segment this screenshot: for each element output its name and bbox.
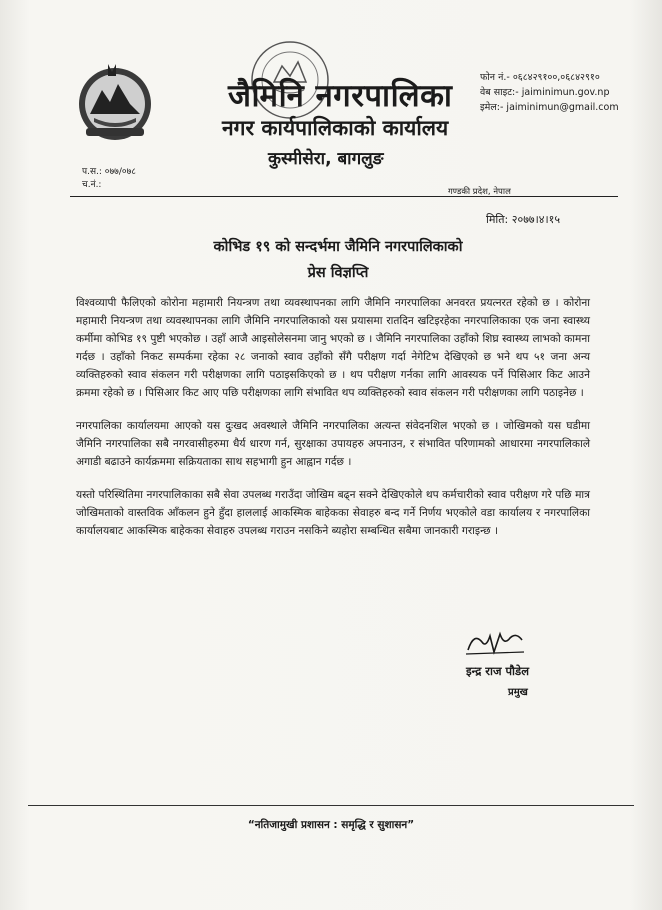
contact-website: वेब साइट:- jaiminimun.gov.np xyxy=(480,87,610,98)
dispatch-number: च.नं.: xyxy=(82,180,102,190)
signatory-title: प्रमुख xyxy=(508,687,528,698)
province-label: गण्डकी प्रदेश, नेपाल xyxy=(448,187,511,197)
press-release-title: कोभिड १९ को सन्दर्भमा जैमिनि नगरपालिकाको xyxy=(213,239,463,255)
office-location: कुस्मीसेरा, बागलुङ xyxy=(268,149,384,169)
letter-date: मिति: २०७७।४।१५ xyxy=(486,213,561,226)
municipality-name: जैमिनि नगरपालिका xyxy=(228,78,453,114)
body-paragraph: नगरपालिका कार्यालयमा आएको यस दुःखद अवस्थाले जैमिनि नगरपालिका अत्यन्त संवेदनशिल भएको छ । जोखिमको यस घडीमा जैमिनि नगरपालिका सबै नगरवासीहरुमा धैर्य धारण गर्न, सुरक्षाका उपायहरु अपनाउन, र संभावित परिणामको आधारमा नगरपालिकाले अगाडी बढाउने कार्यक्रममा सक्रियताका साथ सहभागी हुन आह्वान गर्दछ । xyxy=(76,420,590,468)
contact-email: इमेल:- jaiminimun@gmail.com xyxy=(480,102,619,113)
body-paragraph: यस्तो परिस्थितिमा नगरपालिकाका सबै सेवा उपलब्ध गराउँदा जोखिम बढ्न सक्ने देखिएकोले थप कर्मचारीको स्वाव परीक्षण गरे पछि मात्र जोखिमताको वास्तविक आँकलन हुने हुँदा हाललाई आकस्मिक बाहेकका सेवाहरु बन्द गर्ने निर्णय भएकोले वडा कार्यालय र नगरपालिका कार्यालयबाट आकस्मिक बाहेकका सेवाहरु उपलब्ध गराउन नसकिने ब्यहोरा सम्बन्धित सबैमा जानकारी गराइन्छ । xyxy=(76,489,590,537)
body-paragraph: विश्वव्यापी फैलिएको कोरोना महामारी नियन्त्रण तथा व्यवस्थापनका लागि जैमिनि नगरपालिका अनवरत प्रयत्नरत रहेको छ । कोरोना महामारी नियन्त्रण तथा व्यवस्थापनका लागि जैमिनि नगरपालिकाको यस प्रयासमा रातदिन खटिइरहेका नगरपालिकाका एक जना स्वास्थ्य कर्मीमा कोभिड १९ पुष्टी भएकोछ । उहाँ आजै आइसोलेसनमा जानु भएको छ । जैमिनि नगरपालिका उहाँको शिघ्र स्वास्थ्य लाभको कामना गर्दछ । उहाँको निकट सम्पर्कमा रहेका २८ जनाको स्वाव उहाँको सँगै परीक्षण गर्दा नेगेटिभ देखिएको छ भने थप ५१ जना अन्य व्यक्तिहरुको स्वाव संकलन गरी परीक्षणका लागि पठाइसकिएको छ । थप परीक्षण गर्नका लागि आवस्यक पर्ने पिसिआर किट आउने क्रममा रहेको छ । पिसिआर किट आए पछि परीक्षणका लागि संभावित थप व्यक्तिहरुको स्वाव संकलन गरी परीक्षणका लागि पठाइनेछ । xyxy=(76,297,590,399)
nepal-emblem-icon xyxy=(72,58,158,144)
footer-slogan: “नतिजामुखी प्रशासन : समृद्धि र सुशासन” xyxy=(247,819,415,831)
signatory-name: इन्द्र राज पौडेल xyxy=(466,664,529,678)
contact-block xyxy=(480,70,619,115)
letter-body xyxy=(76,294,590,555)
press-release-subtitle: प्रेस विज्ञप्ति xyxy=(307,265,369,281)
reference-block xyxy=(82,166,136,192)
header-divider xyxy=(70,196,618,197)
reference-number: प.स.: ०७७/०७८ xyxy=(82,167,136,177)
office-name: नगर कार्यपालिकाको कार्यालय xyxy=(222,116,449,140)
signature-icon xyxy=(464,628,526,660)
footer-divider xyxy=(28,805,634,806)
contact-phone: फोन नं.- ०६८४२९१००,०६८४२९१० xyxy=(480,72,600,83)
